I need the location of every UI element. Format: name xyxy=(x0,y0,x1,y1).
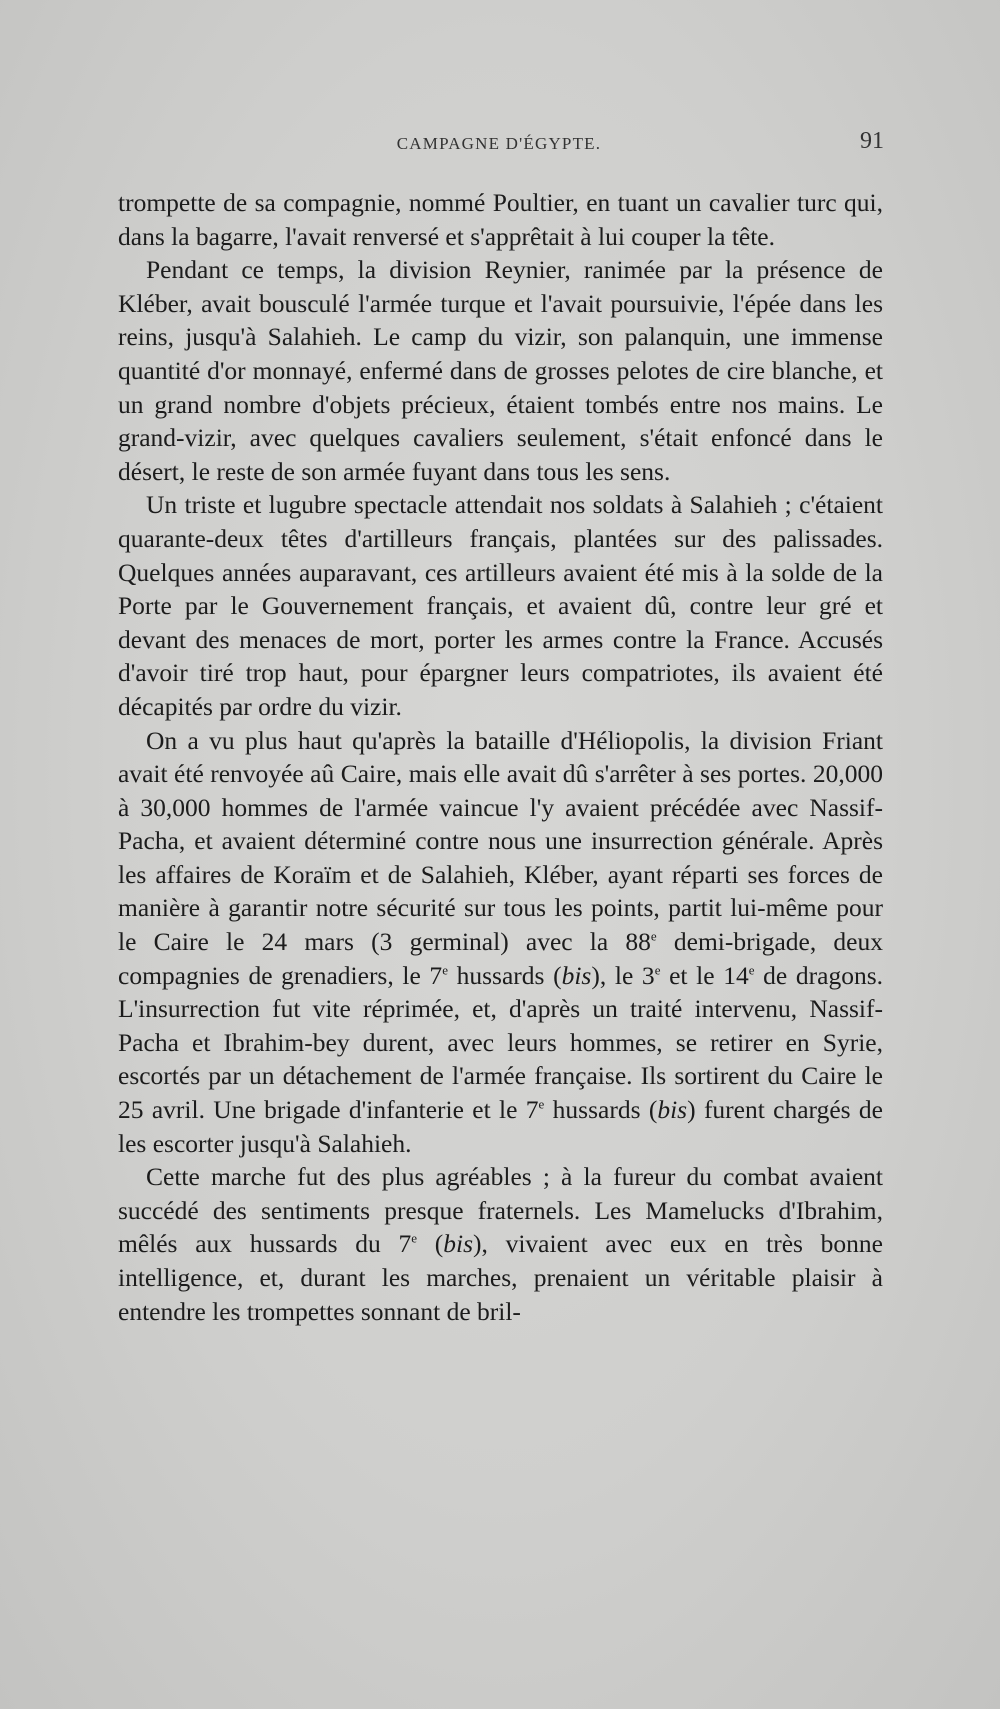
superscript-ordinal: e xyxy=(538,1096,545,1112)
text-run: hussards ( xyxy=(447,960,562,990)
italic-text: bis xyxy=(657,1095,688,1125)
italic-text: bis xyxy=(443,1229,473,1259)
superscript-ordinal: e xyxy=(411,1230,418,1246)
text-run: demi-brigade, deux compagnies de grenadiers, le 7 xyxy=(118,927,883,990)
paragraph xyxy=(118,488,883,723)
text-run: ), vivaient avec eux en très bonne intelligence, et, durant les marches, prenaient un véritable plaisir à entendre les trompettes sonnant de bril- xyxy=(118,1229,884,1326)
superscript-ordinal: e xyxy=(748,962,755,978)
superscript-ordinal: e xyxy=(654,962,661,978)
text-run: ), le 3 xyxy=(591,960,655,990)
paragraph xyxy=(118,186,883,253)
superscript-ordinal: e xyxy=(442,962,448,978)
text-run: ) furent chargés de les escorter jusqu'à Salahieh. xyxy=(118,1095,883,1158)
running-head xyxy=(114,128,884,158)
body-text xyxy=(118,186,883,1328)
text-run: On a vu plus haut qu'après la bataille d'Héliopolis, la division Friant avait été renvoyée aû Caire, mais elle avait dû s'arrêter à ses portes. 20,000 à 30,000 hommes de l'armée vaincue l'y avaient précédée avec Nassif-Pacha, et avaient déterminé contre nous une insurrection générale. Après les affaires de Koraïm et de Salahieh, Kléber, ayant réparti ses forces de manière à garantir notre sécurité sur tous les points, partit lui-même pour le Caire le 24 mars (3 germinal) avec la 88 xyxy=(118,725,883,957)
text-run: de dragons. L'insurrection fut vite réprimée, et, d'après un traité intervenu, Nassif-Pacha et Ibrahim-bey durent, avec leurs hommes, se retirer en Syrie, escortés par un détachement de l'armée française. Ils sortirent du Caire le 25 avril. Une brigade d'infanterie et le 7 xyxy=(118,960,883,1125)
paragraph xyxy=(118,253,883,488)
text-run: Un triste et lugubre spectacle attendait nos soldats à Salahieh ; c'étaient quarante-deux têtes d'artilleurs français, plantées sur des palissades. Quelques années auparavant, ces artilleurs avaient été mis à la solde de la Porte par le Gouvernement français, et avaient dû, contre leur gré et devant des menaces de mort, porter les armes contre la France. Accusés d'avoir tiré trop haut, pour épargner leurs compatriotes, ils avaient été décapités par ordre du vizir. xyxy=(118,490,883,721)
text-run: Cette marche fut des plus agréables ; à la fureur du combat avaient succédé des sentiments presque fraternels. Les Mamelucks d'Ibrahim, mêlés aux hussards du 7 xyxy=(118,1162,883,1259)
superscript-ordinal: e xyxy=(650,928,657,944)
text-run: ( xyxy=(417,1229,444,1259)
page-number: 91 xyxy=(860,128,884,154)
paragraph xyxy=(118,1160,883,1328)
italic-text: bis xyxy=(561,960,592,990)
text-run: hussards ( xyxy=(544,1095,658,1125)
text-run: Pendant ce temps, la division Reynier, ranimée par la présence de Kléber, avait bousculé l'armée turque et l'avait poursuivie, l'épée dans les reins, jusqu'à Salahieh. Le camp du vizir, son palanquin, une immense quantité d'or monnayé, enfermé dans de grosses pelotes de cire blanche, et un grand nombre d'objets précieux, étaient tombés entre nos mains. Le grand-vizir, avec quelques cavaliers seulement, s'était enfoncé dans le désert, le reste de son armée fuyant dans tous les sens. xyxy=(118,255,883,486)
text-run: et le 14 xyxy=(660,960,749,990)
paragraph xyxy=(118,724,883,1161)
running-title: CAMPAGNE D'ÉGYPTE. xyxy=(396,134,602,153)
text-run: trompette de sa compagnie, nommé Poultier, en tuant un cavalier turc qui, dans la bagarre, l'avait renversé et s'apprêtait à lui couper la tête. xyxy=(118,188,883,251)
